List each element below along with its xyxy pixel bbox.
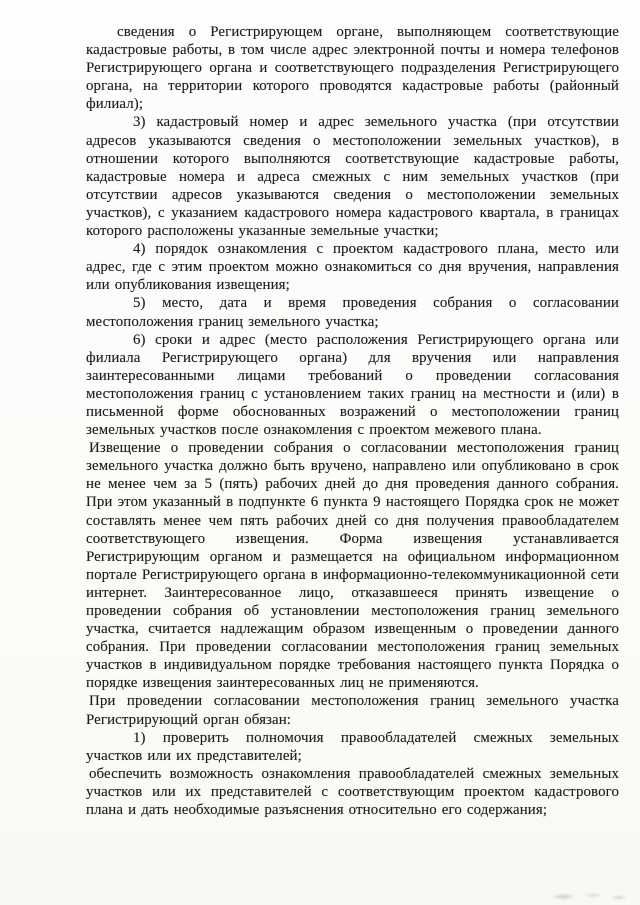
para-item3: 3) кадастровый номер и адрес земельного участка (при отсутствии адресов указываются сведения о местоположении земельных участков), в отношении которого выполняются соответствующие кадастровые работы, кадастровые номера и адреса смежных с ним земельных участков (при отсутствии адресов указываются сведения о местоположении земельных участков), с указанием кадастрового номера кадастрового квартала, в границах которого расположены указанные земельные участки;	[86, 114, 619, 240]
para-notice-rules: Извещение о проведении собрания о согласовании местоположения границ земельного участка должно быть вручено, направлено или опубликовано в срок не менее чем за 5 (пять) рабочих дней до дня проведения данного собрания. При этом указанный в подпункте 6 пункта 9 настоящего Порядка срок не может составлять менее чем пять рабочих дней со дня получения правообладателем соответствующего извещения. Форма извещения устанавливается Регистрирующим органом и размещается на официальном информационном портале Регистрирующего органа в информационно-телекоммуникационной сети интернет. Заинтересованное лицо, отказавшееся принять извещение о проведении собрания об установлении местоположения границ земельного участка, считается надлежащим образом извещенным о проведении данного собрания. При проведении согласовании местоположения границ земельных участков в индивидуальном порядке требования настоящего пункта Порядка о порядке извещения заинтересованных лиц не применяются.	[86, 440, 619, 692]
para-item2-continuation: сведения о Регистрирующем органе, выполняющем соответствующие кадастровые работы, в том числе адрес электронной почты и номера телефонов Регистрирующего органа и соответствующего подразделения Регистрирующего органа, на территории которого проводятся кадастровые работы (районный филиал);	[86, 24, 619, 113]
para-obligation-check-credentials: 1) проверить полномочия правообладателей смежных земельных участков или их представителей;	[86, 729, 619, 764]
scan-artifact	[546, 889, 632, 903]
para-item6: 6) сроки и адрес (место расположения Регистрирующего органа или филиала Регистрирующего органа) для вручения или направления заинтересованными лицами требований о проведении согласования местоположения границ с установлением таких границ на местности и (или) в письменной форме обоснованных возражений о местоположении границ земельных участков после ознакомления с проектом межевого плана.	[86, 331, 619, 439]
para-item5: 5) место, дата и время проведения собрания о согласовании местоположения границ земельного участка;	[86, 295, 619, 330]
para-obligations-intro: При проведении согласовании местоположения границ земельного участка Регистрирующий орган обязан:	[86, 693, 619, 728]
para-obligation-provide-review: обеспечить возможность ознакомления правообладателей смежных земельных участков или их представителей с соответствующим проектом кадастрового плана и дать необходимые разъяснения относительно его содержания;	[86, 765, 619, 819]
para-item4: 4) порядок ознакомления с проектом кадастрового плана, место или адрес, где с этим проектом можно ознакомиться со дня вручения, направления или опубликования извещения;	[86, 241, 619, 294]
